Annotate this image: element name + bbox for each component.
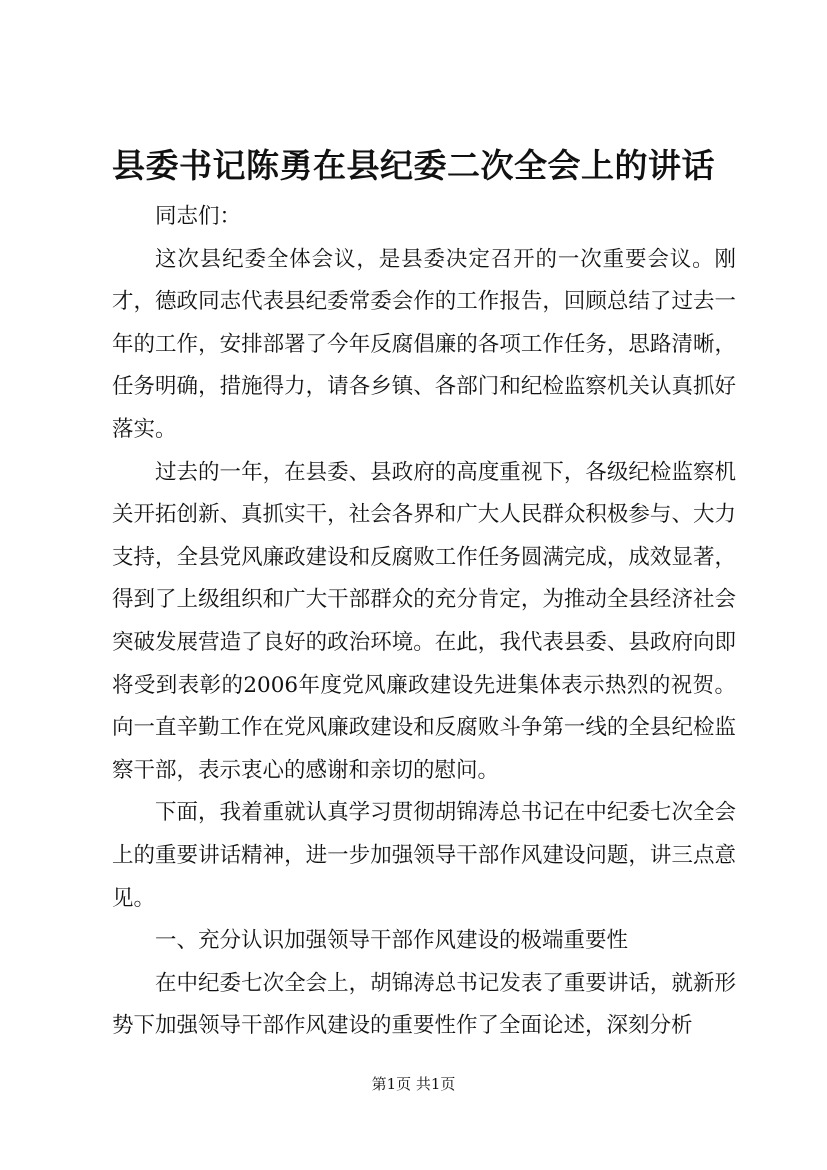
document-body (112, 196, 736, 1048)
page-footer: 第1页 共1页 (371, 1075, 456, 1093)
body-paragraph: 在中纪委七次全会上，胡锦涛总书记发表了重要讲话，就新形势下加强领导干部作风建设的重要性作了全面论述，深刻分析 (112, 970, 736, 1039)
body-paragraph: 这次县纪委全体会议，是县委决定召开的一次重要会议。刚才，德政同志代表县纪委常委会作的工作报告，回顾总结了过去一年的工作，安排部署了今年反腐倡廉的各项工作任务，思路清晰，任务明确，措施得力，请各乡镇、各部门和纪检监察机关认真抓好落实。 (112, 246, 736, 442)
document-title: 县委书记陈勇在县纪委二次全会上的讲话 (112, 146, 715, 185)
body-paragraph: 下面，我着重就认真学习贯彻胡锦涛总书记在中纪委七次全会上的重要讲话精神，进一步加强领导干部作风建设问题，讲三点意见。 (112, 800, 736, 911)
body-paragraph: 过去的一年，在县委、县政府的高度重视下，各级纪检监察机关开拓创新、真抓实干，社会各界和广大人民群众积极参与、大力支持，全县党风廉政建设和反腐败工作任务圆满完成，成效显著，得到了上级组织和广大干部群众的充分肯定，为推动全县经济社会突破发展营造了良好的政治环境。在此，我代表县委、县政府向即将受到表彰的2006年度党风廉政建设先进集体表示热烈的祝贺。向一直辛勤工作在党风廉政建设和反腐败斗争第一线的全县纪检监察干部，表示衷心的感谢和亲切的慰问。 (112, 459, 736, 783)
section-heading: 一、充分认识加强领导干部作风建设的极端重要性 (155, 928, 629, 954)
salutation-paragraph: 同志们： (155, 204, 242, 229)
